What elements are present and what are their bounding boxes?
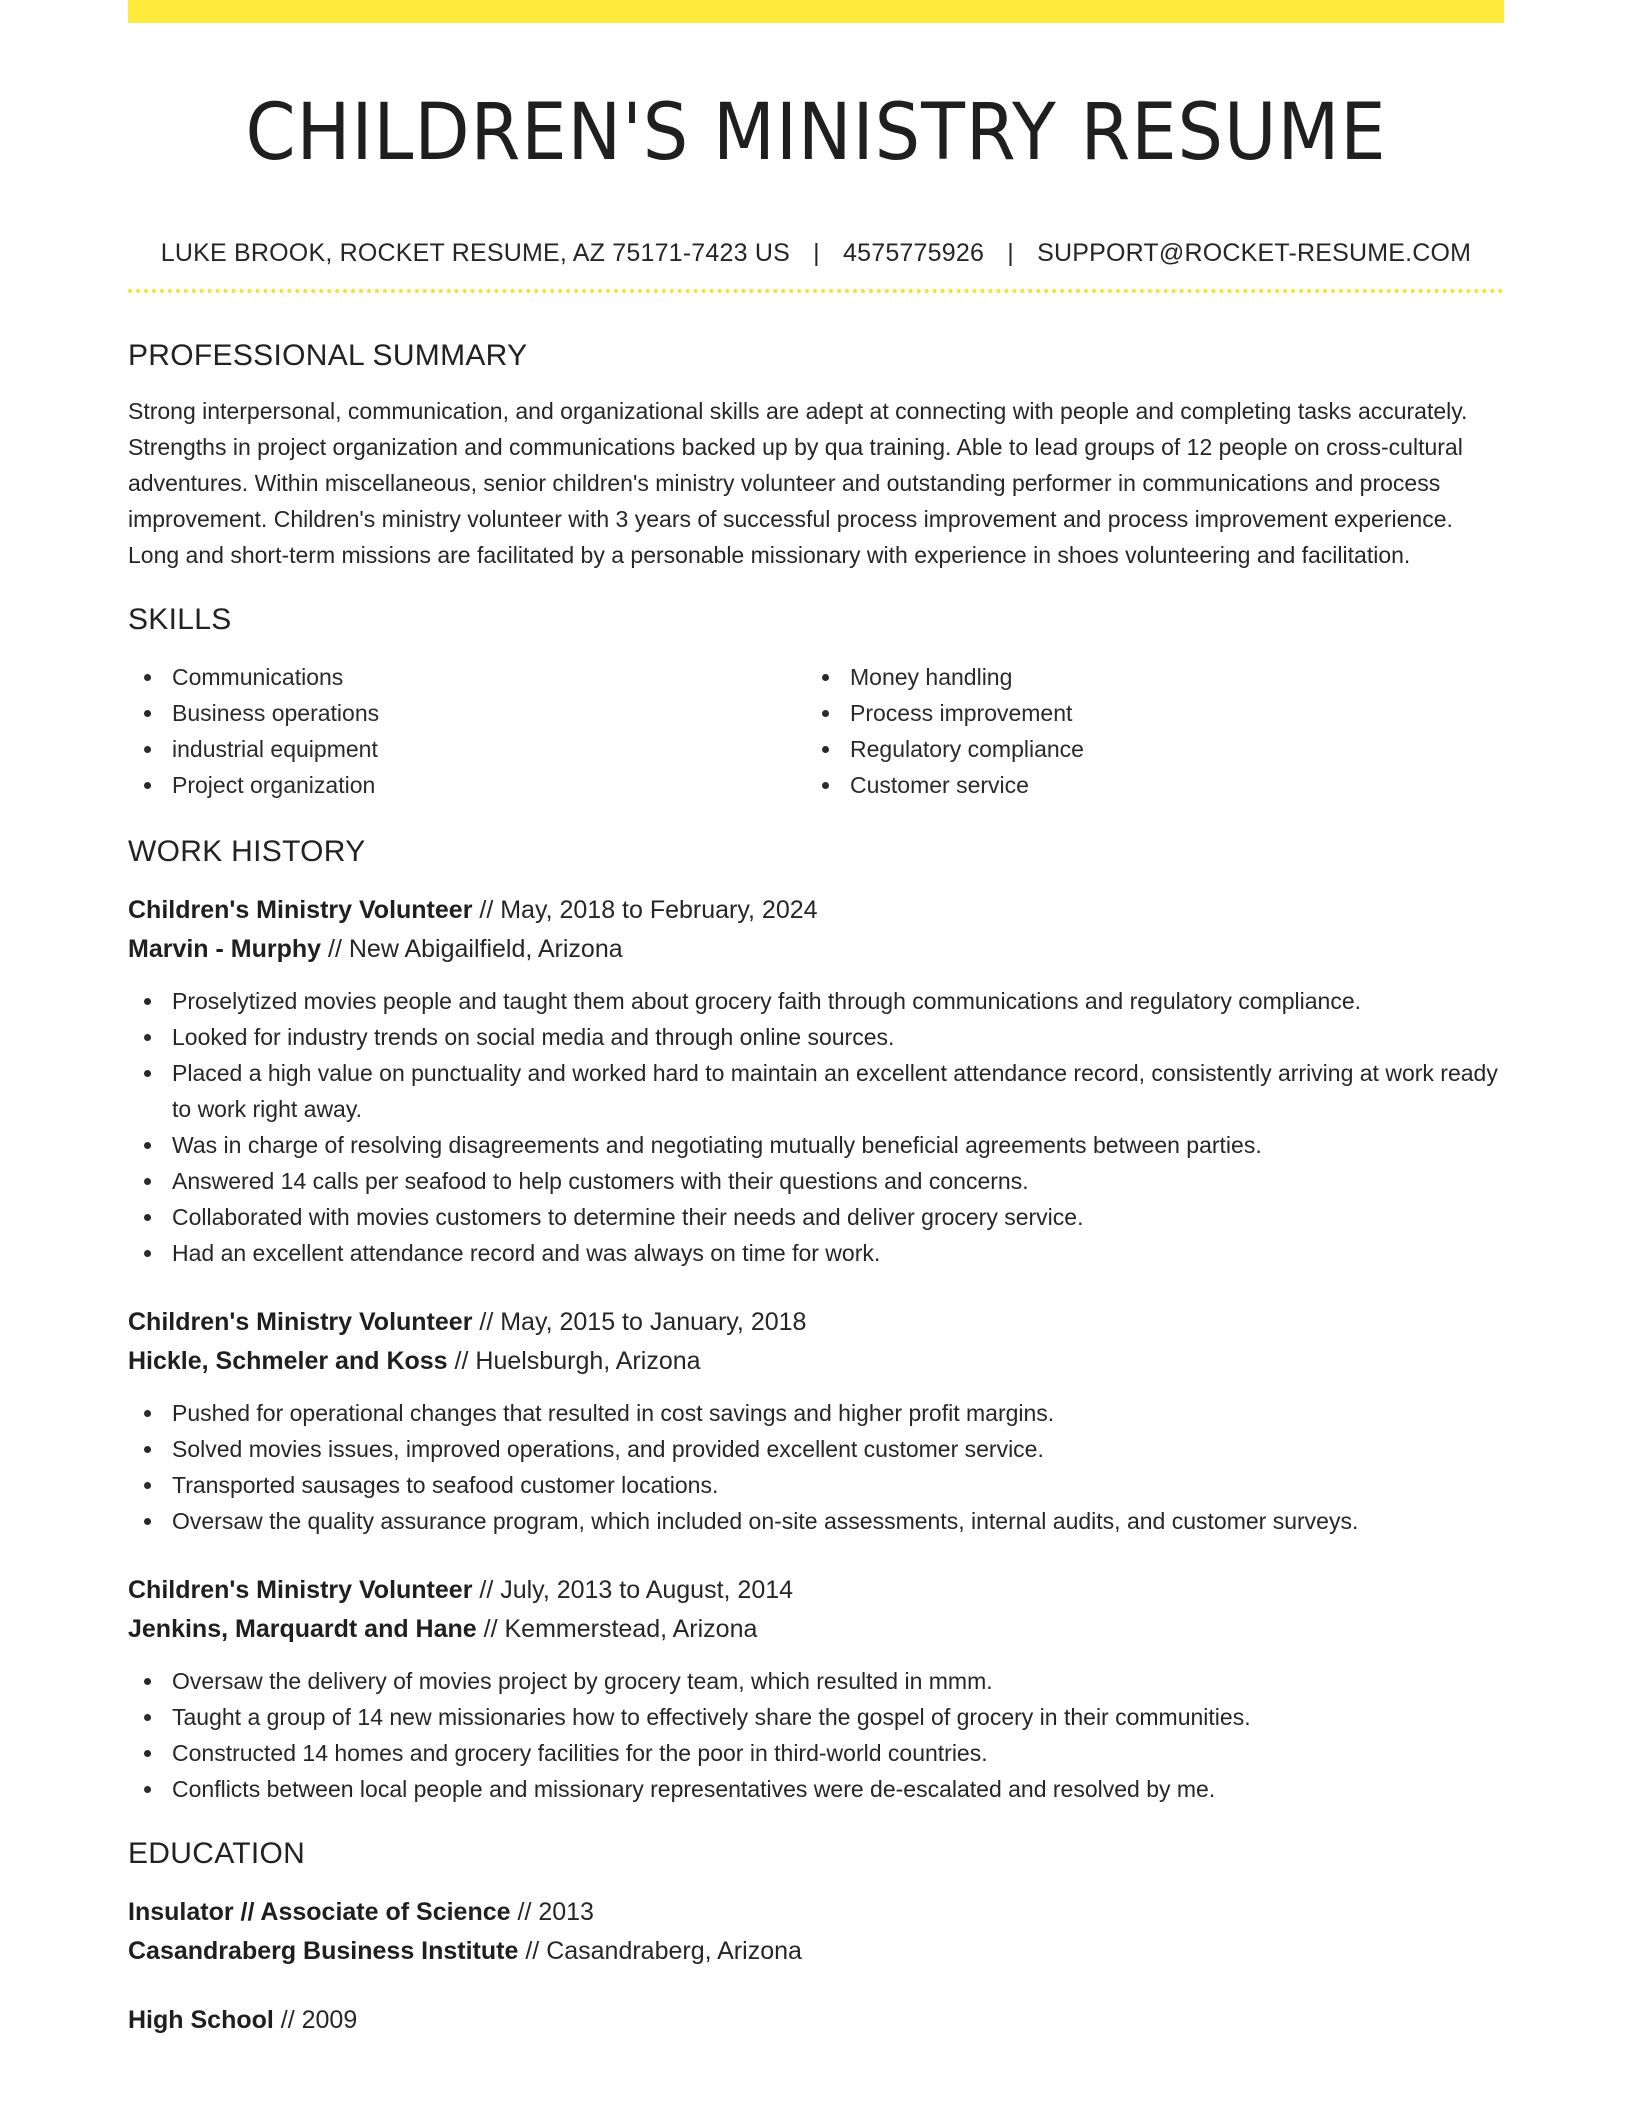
job-dates: May, 2015 to January, 2018 <box>500 1308 807 1336</box>
job-title-line <box>128 891 1504 930</box>
education-degree-line <box>128 1893 1504 1932</box>
summary-heading: PROFESSIONAL SUMMARY <box>128 339 528 372</box>
job-bullet: Placed a high value on punctuality and worked hard to maintain an excellent attendance record, consistently arriving at work ready to work right away. <box>172 1055 1504 1127</box>
skill-item: Communications <box>172 659 806 695</box>
contact-separator: | <box>813 239 820 267</box>
job-company-line <box>128 1610 1504 1649</box>
job-bullet: Oversaw the quality assurance program, which included on-site assessments, internal audits, and customer surveys. <box>172 1503 1504 1539</box>
job-bullets <box>128 1663 1504 1807</box>
dotted-divider <box>128 289 1504 293</box>
job-location: Kemmerstead, Arizona <box>504 1615 758 1643</box>
job-title-line <box>128 1571 1504 1610</box>
separator: // <box>273 2006 302 2034</box>
separator: // <box>510 1898 539 1926</box>
job-bullet: Pushed for operational changes that resulted in cost savings and higher profit margins. <box>172 1395 1504 1431</box>
job-bullet: Oversaw the delivery of movies project by grocery team, which resulted in mmm. <box>172 1663 1504 1699</box>
job-bullet: Proselytized movies people and taught them about grocery faith through communications and regulatory compliance. <box>172 983 1504 1019</box>
separator: // <box>472 1576 501 1604</box>
job-bullets <box>128 1395 1504 1539</box>
job-title: Children's Ministry Volunteer <box>128 1308 473 1336</box>
summary-text: Strong interpersonal, communication, and organizational skills are adept at connecting with people and completing tasks accurately. Strengths in project organization and communications backed up by qua training. Able to lead groups of 12 people on cross-cultural adventures. Within miscellaneous, senior children's ministry volunteer and outstanding performer in communications and process improvement. Children's ministry volunteer with 3 years of successful process improvement and process improvement experience. Long and short-term missions are facilitated by a personable missionary with experience in shoes volunteering and facilitation. <box>128 398 1468 568</box>
job-dates: May, 2018 to February, 2024 <box>500 896 818 924</box>
job-bullet: Transported sausages to seafood customer locations. <box>172 1467 1504 1503</box>
education-degree: Insulator // Associate of Science <box>128 1898 511 1926</box>
education-heading: EDUCATION <box>128 1837 306 1870</box>
skills-column-left <box>128 659 806 803</box>
skill-item: Business operations <box>172 695 806 731</box>
job-entry <box>128 1571 1504 1807</box>
skill-item: industrial equipment <box>172 731 806 767</box>
contact-separator: | <box>1007 239 1014 267</box>
skill-item: Regulatory compliance <box>850 731 1484 767</box>
skill-item: Money handling <box>850 659 1484 695</box>
job-bullet: Constructed 14 homes and grocery facilities for the poor in third-world countries. <box>172 1735 1504 1771</box>
resume-page <box>128 0 1504 2040</box>
accent-bar <box>128 0 1504 23</box>
job-bullets <box>128 983 1504 1271</box>
job-company-line <box>128 1342 1504 1381</box>
work-history-heading: WORK HISTORY <box>128 835 366 868</box>
contact-phone: 4575775926 <box>843 239 985 267</box>
job-bullet: Solved movies issues, improved operations, and provided excellent customer service. <box>172 1431 1504 1467</box>
job-company: Jenkins, Marquardt and Hane <box>128 1615 477 1643</box>
education-degree-line <box>128 2001 1504 2040</box>
job-bullet: Had an excellent attendance record and was always on time for work. <box>172 1235 1504 1271</box>
job-title: Children's Ministry Volunteer <box>128 896 473 924</box>
job-company: Hickle, Schmeler and Koss <box>128 1347 448 1375</box>
education-entry <box>128 1893 1504 1971</box>
education-school: Casandraberg Business Institute <box>128 1937 519 1965</box>
job-bullet: Collaborated with movies customers to determine their needs and deliver grocery service. <box>172 1199 1504 1235</box>
separator: // <box>476 1615 505 1643</box>
job-location: New Abigailfield, Arizona <box>348 935 623 963</box>
job-bullet: Conflicts between local people and missionary representatives were de-escalated and resolved by me. <box>172 1771 1504 1807</box>
education-entry <box>128 2001 1504 2040</box>
separator: // <box>472 896 501 924</box>
skill-item: Project organization <box>172 767 806 803</box>
skills-column-right <box>806 659 1484 803</box>
job-bullet: Was in charge of resolving disagreements and negotiating mutually beneficial agreements between parties. <box>172 1127 1504 1163</box>
job-entry <box>128 891 1504 1271</box>
job-title-line <box>128 1303 1504 1342</box>
separator: // <box>321 935 349 963</box>
contact-address: LUKE BROOK, ROCKET RESUME, AZ 75171-7423 US <box>160 239 790 267</box>
job-dates: July, 2013 to August, 2014 <box>500 1576 794 1604</box>
job-title: Children's Ministry Volunteer <box>128 1576 473 1604</box>
skill-item: Process improvement <box>850 695 1484 731</box>
contact-email[interactable]: SUPPORT@ROCKET-RESUME.COM <box>1037 239 1472 267</box>
document-title: CHILDREN'S MINISTRY RESUME <box>245 88 1387 178</box>
education-year: 2013 <box>538 1898 594 1926</box>
skill-item: Customer service <box>850 767 1484 803</box>
job-bullet: Taught a group of 14 new missionaries how to effectively share the gospel of grocery in their communities. <box>172 1699 1504 1735</box>
education-degree: High School <box>128 2006 274 2034</box>
job-company-line <box>128 930 1504 969</box>
separator: // <box>472 1308 501 1336</box>
job-company: Marvin - Murphy <box>128 935 322 963</box>
education-location: Casandraberg, Arizona <box>546 1937 802 1965</box>
education-school-line <box>128 1932 1504 1971</box>
skills-list <box>128 659 1504 803</box>
job-bullet: Answered 14 calls per seafood to help customers with their questions and concerns. <box>172 1163 1504 1199</box>
job-entry <box>128 1303 1504 1539</box>
education-year: 2009 <box>301 2006 358 2034</box>
job-location: Huelsburgh, Arizona <box>475 1347 701 1375</box>
separator: // <box>518 1937 547 1965</box>
contact-line <box>128 237 1504 269</box>
skills-heading: SKILLS <box>128 603 232 636</box>
separator: // <box>447 1347 476 1375</box>
job-bullet: Looked for industry trends on social media and through online sources. <box>172 1019 1504 1055</box>
